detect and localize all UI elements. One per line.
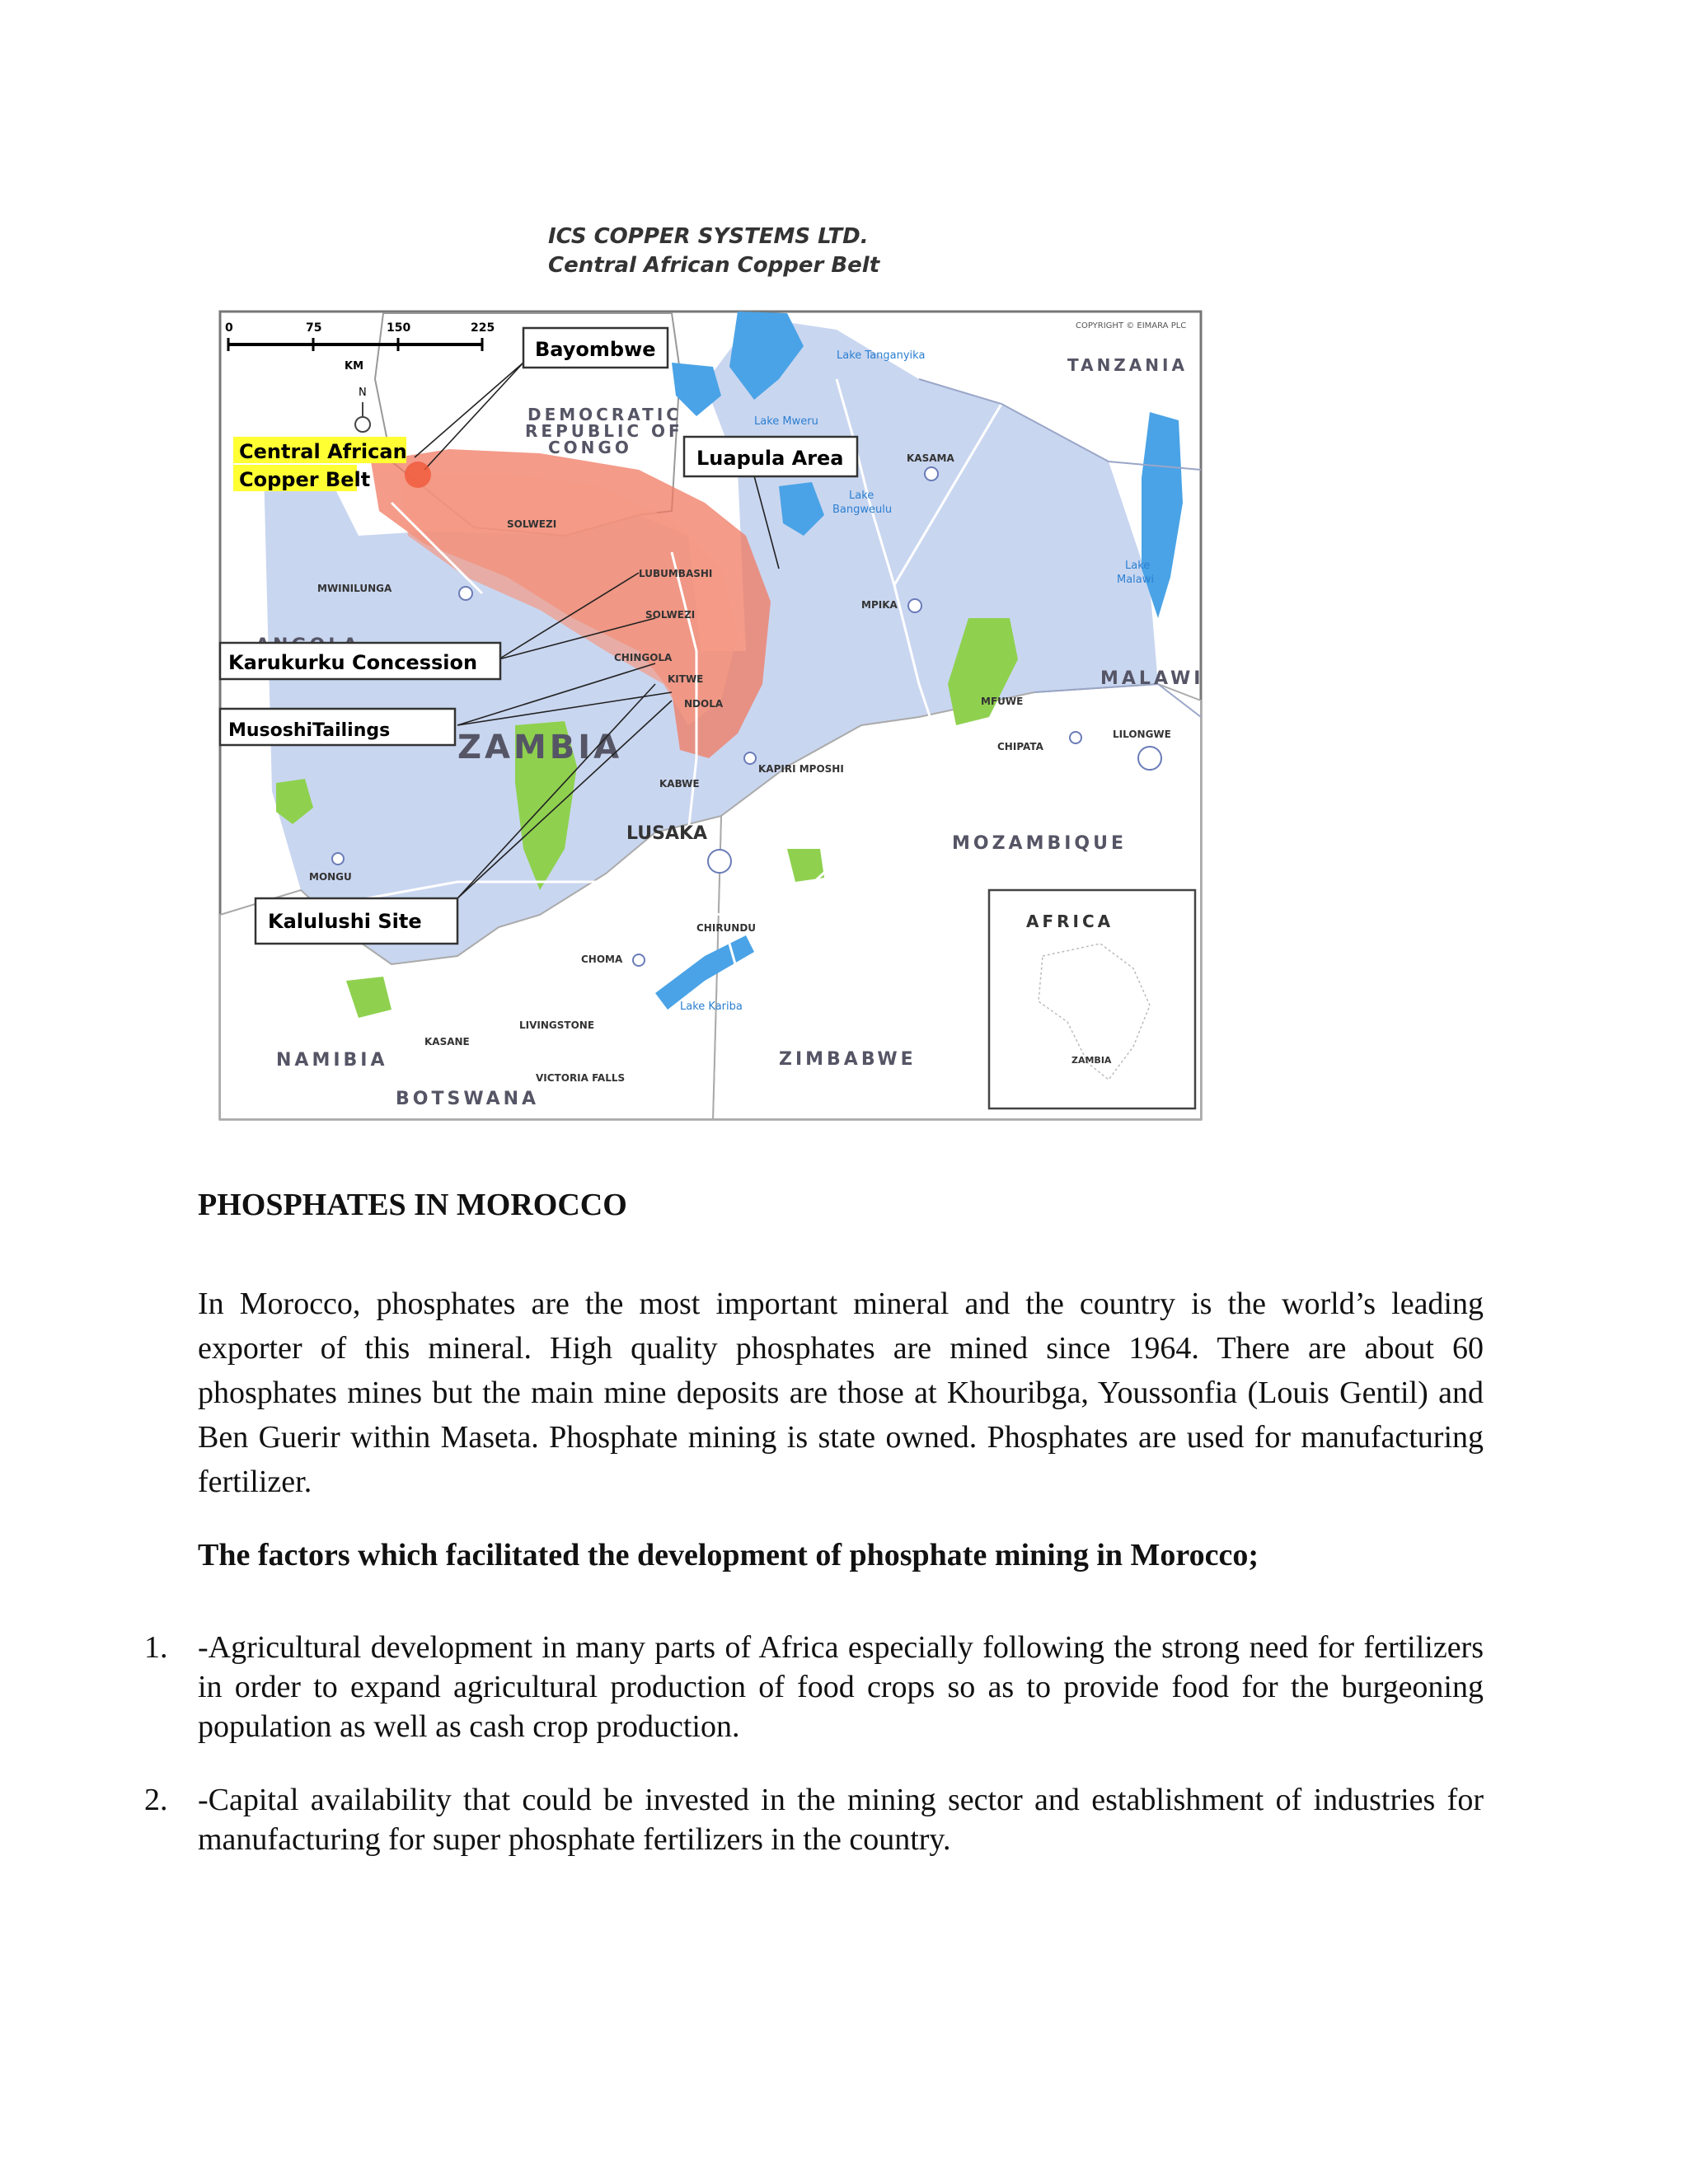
list-item: [144, 1628, 1484, 1746]
list-item-number: 1.: [144, 1630, 168, 1665]
callout-copper-belt-1: Central African: [239, 440, 407, 463]
label-tanzania: TANZANIA: [1067, 355, 1188, 375]
north-label: N: [359, 387, 367, 399]
town-victoria-falls: VICTORIA FALLS: [536, 1072, 626, 1084]
scale-tick-0: 0: [225, 321, 233, 335]
town-choma: CHOMA: [581, 954, 623, 965]
scale-tick-75: 75: [306, 321, 322, 335]
town-lilongwe: LILONGWE: [1113, 729, 1171, 740]
section-heading: PHOSPHATES IN MOROCCO: [198, 1188, 627, 1222]
town-solwezi: SOLWEZI: [507, 518, 557, 530]
callout-musoshi-label: MusoshiTailings: [228, 720, 391, 741]
town-mwinilunga: MWINILUNGA: [317, 583, 392, 594]
inset-title: AFRICA: [1026, 912, 1114, 931]
label-drc-2: REPUBLIC OF: [525, 421, 683, 441]
label-lake-bangweulu-2: Bangweulu: [832, 504, 893, 516]
callout-copper-belt-2: Copper Belt: [239, 468, 371, 491]
town-lubumbashi: LUBUMBASHI: [639, 568, 713, 579]
map-title-line1: ICS COPPER SYSTEMS LTD.: [548, 224, 869, 249]
label-lake-kariba: Lake Kariba: [680, 1001, 743, 1013]
list-item-text: -Agricultural development in many parts of Africa especially following the strong need for fertilizers in order to expand agricultural production of food crops so as to provide food for the burgeoning population as well as cash crop production.: [198, 1630, 1484, 1744]
callout-luapula-label: Luapula Area: [696, 447, 844, 470]
town-kabwe: KABWE: [659, 778, 700, 790]
map-title-line2: Central African Copper Belt: [548, 253, 880, 278]
callout-bayombwe-label: Bayombwe: [535, 338, 656, 361]
town-kapiri: KAPIRI MPOSHI: [758, 763, 844, 775]
label-drc-1: DEMOCRATIC: [528, 405, 682, 424]
body-paragraph: In Morocco, phosphates are the most important mineral and the country is the world’s leading exporter of this mineral. High quality phosphates are mined since 1964. There are about 60 phosphates mines but the main mine deposits are those at Khouribga, Youssonfia (Louis Gentil) and Ben Guerir within Maseta. Phosphate mining is state owned. Phosphates are used for manufacturing fertilizer.: [198, 1286, 1484, 1499]
town-mpika: MPIKA: [861, 599, 898, 611]
label-mozambique: MOZAMBIQUE: [952, 833, 1128, 854]
label-lake-malawi-1: Lake: [1125, 560, 1151, 572]
town-kasane: KASANE: [424, 1036, 470, 1047]
factors-subheading: The factors which facilitated the development of phosphate mining in Morocco;: [198, 1538, 1259, 1572]
town-mfuwe: MFUWE: [981, 696, 1024, 707]
town-chingola: CHINGOLA: [614, 652, 673, 663]
label-zambia: ZAMBIA: [457, 729, 623, 766]
label-botswana: BOTSWANA: [396, 1089, 540, 1109]
callout-karukurku-label: Karukurku Concession: [228, 651, 478, 674]
scale-tick-150: 150: [387, 321, 411, 335]
town-chipata: CHIPATA: [997, 741, 1043, 752]
town-livingstone: LIVINGSTONE: [519, 1019, 595, 1031]
scale-unit: KM: [345, 360, 364, 373]
label-lake-bangweulu-1: Lake: [849, 490, 874, 502]
label-drc-3: CONGO: [548, 438, 632, 457]
callout-kalulushi-label: Kalulushi Site: [268, 910, 422, 933]
label-lake-malawi-2: Malawi: [1117, 574, 1155, 586]
map-svg: [210, 190, 1216, 1170]
town-mongu: MONGU: [309, 871, 352, 883]
town-ndola: NDOLA: [684, 698, 724, 710]
list-item: [144, 1780, 1484, 1859]
copper-belt-map: [210, 190, 1216, 1170]
town-chirundu: CHIRUNDU: [696, 922, 757, 934]
label-namibia: NAMIBIA: [276, 1050, 388, 1071]
inset-zambia-label: ZAMBIA: [1071, 1055, 1112, 1066]
scale-tick-225: 225: [471, 321, 495, 335]
town-lusaka: LUSAKA: [626, 823, 708, 844]
africa-inset: [989, 890, 1195, 1108]
town-kasama: KASAMA: [907, 452, 954, 464]
town-likasi: SOLWEZI: [645, 609, 696, 621]
list-item-number: 2.: [144, 1783, 168, 1817]
label-lake-tanganyika: Lake Tanganyika: [837, 349, 926, 362]
copper-belt-marker: [405, 462, 431, 488]
label-lake-mweru: Lake Mweru: [754, 415, 818, 428]
copyright-text: COPYRIGHT © EIMARA PLC: [1076, 321, 1187, 330]
town-kitwe: KITWE: [668, 673, 704, 685]
label-malawi: MALAWI: [1100, 668, 1204, 689]
list-item-text: -Capital availability that could be invested in the mining sector and establishment of industries for manufacturing for super phosphate fertilizers in the country.: [198, 1783, 1484, 1857]
label-zimbabwe: ZIMBABWE: [779, 1049, 917, 1070]
